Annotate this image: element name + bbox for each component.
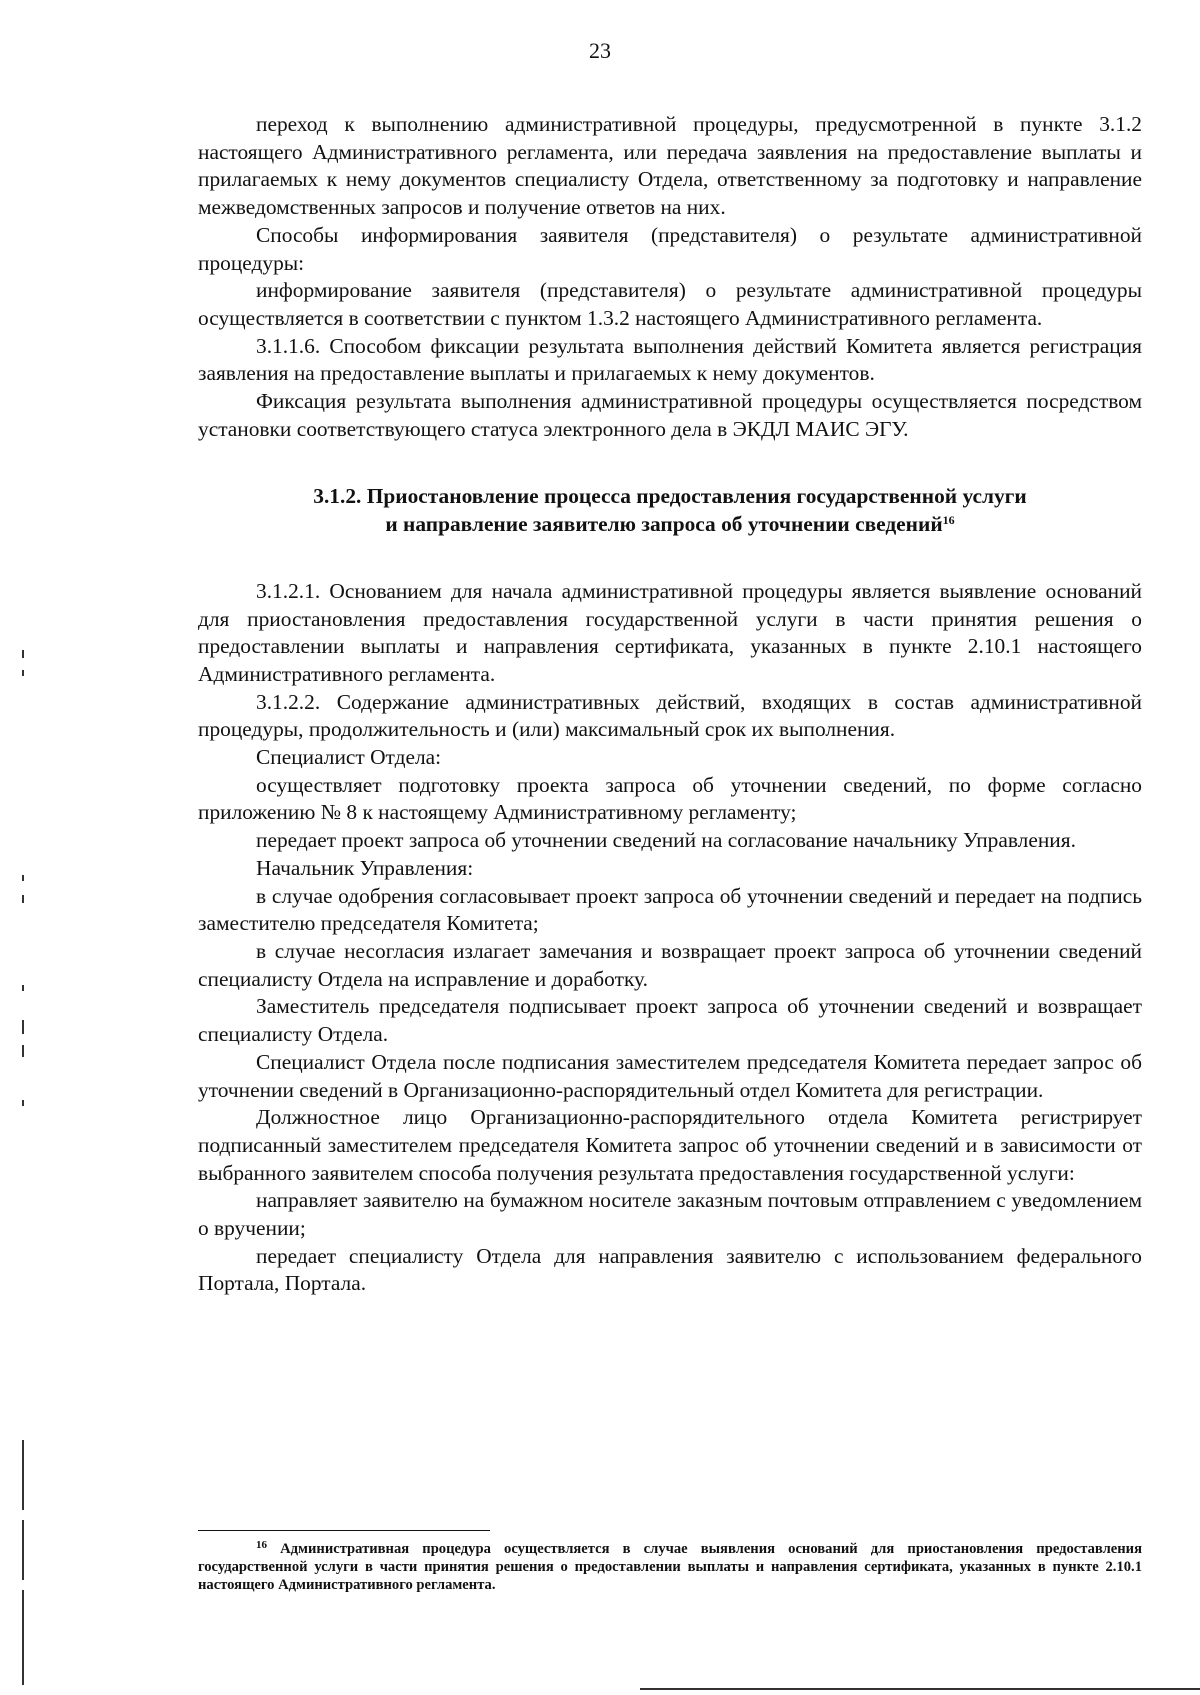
- scan-mark: [22, 1020, 24, 1034]
- paragraph: Начальник Управления:: [256, 855, 474, 880]
- paragraph: передает проект запроса об уточнении сведений на согласование начальнику Управления.: [256, 828, 1076, 853]
- scan-mark: [22, 895, 24, 903]
- paragraph: в случае одобрения согласовывает проект запроса об уточнении сведений и передает на подпись заместителю председателя Комитета;: [198, 883, 1142, 936]
- footnote-ref: 16: [942, 513, 955, 528]
- scan-mark: [22, 1520, 24, 1580]
- scan-mark: [22, 1045, 24, 1057]
- section-heading: [198, 483, 1142, 538]
- paragraph: Заместитель председателя подписывает проект запроса об уточнении сведений и возвращает специалисту Отдела.: [198, 994, 1142, 1047]
- scan-mark: [22, 875, 24, 881]
- paragraph: Должностное лицо Организационно-распорядительного отдела Комитета регистрирует подписанный заместителем председателя Комитета запрос об уточнении сведений и в зависимости от выбранного заявителем способа получения результата предоставления государственной услуги:: [198, 1105, 1142, 1185]
- paragraph: переход к выполнению административной процедуры, предусмотренной в пункте 3.1.2 настоящего Административного регламента, или передача заявления на предоставление выплаты и прилагаемых к нему документов специалисту Отдела, ответственному за подготовку и направление межведомственных запросов и получение ответов на них.: [198, 112, 1142, 220]
- footnote-text: Административная процедура осуществляется в случае выявления оснований для приостановления предоставления государственной услуги в части принятия решения о предоставлении выплаты и направления сертификата, указанных в пункте 2.10.1 настоящего Административного регламента.: [198, 1541, 1142, 1593]
- scan-mark: [22, 650, 24, 658]
- paragraph: в случае несогласия излагает замечания и возвращает проект запроса об уточнении сведений специалисту Отдела на исправление и доработку.: [198, 938, 1142, 991]
- paragraph: Фиксация результата выполнения административной процедуры осуществляется посредством установки соответствующего статуса электронного дела в ЭКДЛ МАИС ЭГУ.: [198, 389, 1142, 441]
- paragraph: Способы информирования заявителя (представителя) о результате административной процедуры:: [198, 222, 1142, 275]
- paragraph: Специалист Отдела после подписания заместителем председателя Комитета передает запрос об уточнении сведений в Организационно-распорядительный отдел Комитета для регистрации.: [198, 1049, 1142, 1102]
- paragraph: Специалист Отдела:: [256, 745, 442, 770]
- paragraph: передает специалисту Отдела для направления заявителю с использованием федерального Портала, Портала.: [198, 1243, 1142, 1296]
- heading-line-2: [198, 511, 1142, 539]
- paragraph: информирование заявителя (представителя) о результате административной процедуры осуществляется в соответствии с пунктом 1.3.2 настоящего Административного регламента.: [198, 278, 1142, 330]
- heading-line-1: 3.1.2. Приостановление процесса предоставления государственной услуги: [313, 484, 1027, 509]
- scan-bottom-edge: [640, 1688, 1200, 1690]
- paragraph: 3.1.2.1. Основанием для начала административной процедуры является выявление оснований для приостановления предоставления государственной услуги в части принятия решения о предоставлении выплаты и направления сертификата, указанных в пункте 2.10.1 настоящего Административного регламента.: [198, 578, 1142, 686]
- scan-mark: [22, 670, 24, 676]
- footnote-separator: [198, 1530, 490, 1531]
- scan-mark: [22, 1100, 24, 1106]
- paragraph: 3.1.1.6. Способом фиксации результата выполнения действий Комитета является регистрация заявления на предоставление выплаты и прилагаемых к нему документов.: [198, 333, 1142, 386]
- scan-margin-marks: [0, 0, 40, 1695]
- heading-line-2-text: и направление заявителю запроса об уточнении сведений: [385, 512, 943, 537]
- scan-mark: [22, 1440, 24, 1510]
- scan-mark: [22, 1590, 24, 1685]
- footnote: [198, 1540, 1142, 1594]
- paragraph: осуществляет подготовку проекта запроса об уточнении сведений, по форме согласно приложению № 8 к настоящему Административному регламенту;: [198, 772, 1142, 825]
- paragraph: 3.1.2.2. Содержание административных действий, входящих в состав административной процедуры, продолжительность и (или) максимальный срок их выполнения.: [198, 689, 1142, 742]
- document-body: [198, 111, 1142, 1298]
- footnote-number: 16: [256, 1539, 267, 1551]
- paragraph: направляет заявителю на бумажном носителе заказным почтовым отправлением с уведомлением о вручении;: [198, 1188, 1142, 1241]
- page-number: 23: [589, 38, 611, 63]
- scan-mark: [22, 985, 24, 991]
